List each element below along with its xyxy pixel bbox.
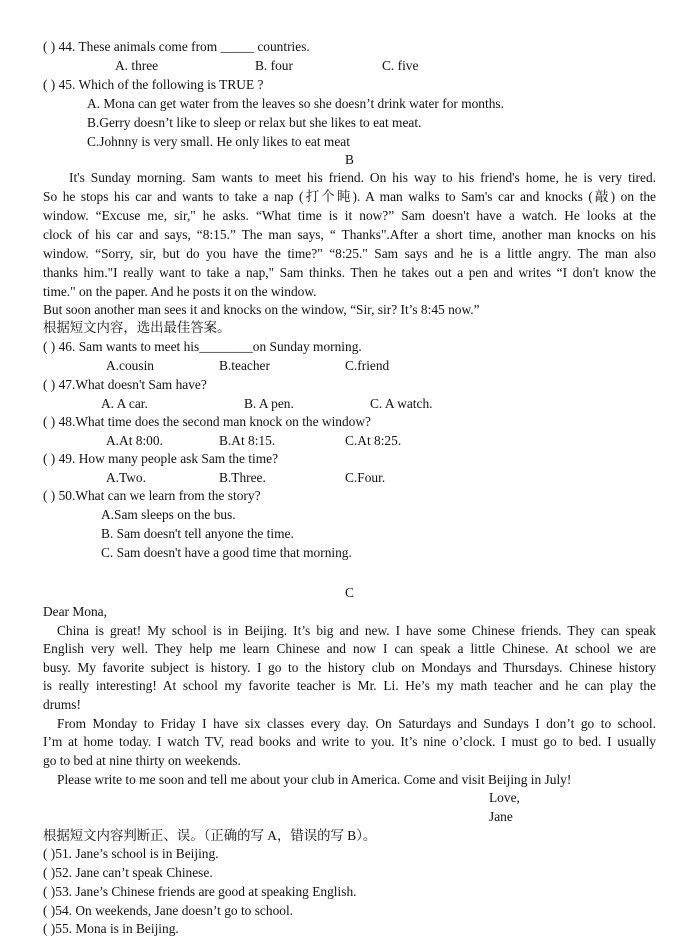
q47-option-a: A. A car. bbox=[101, 396, 148, 411]
q46-option-a: A.cousin bbox=[106, 358, 154, 373]
q48-option-c: C.At 8:25. bbox=[345, 433, 402, 448]
q49-option-b: B.Three. bbox=[219, 470, 266, 485]
statement-55: ( )55. Mona is in Beijing. bbox=[43, 921, 179, 936]
section-c-instruction: 根据短文内容判断正、误。（正确的写 A，错误的写 B）。 bbox=[43, 828, 377, 843]
q46-option-c: C.friend bbox=[345, 358, 390, 373]
q47-option-b: B. A pen. bbox=[244, 396, 294, 411]
q49-option-c: C.Four. bbox=[345, 470, 386, 485]
q45-option-c: C.Johnny is very small. He only likes to eat meat bbox=[87, 134, 350, 149]
section-b-instruction: 根据短文内容，选出最佳答案。 bbox=[43, 320, 231, 335]
statement-53: ( )53. Jane’s Chinese friends are good at speaking English. bbox=[43, 884, 357, 899]
q45-option-b: B.Gerry doesn’t like to sleep or relax but she likes to eat meat. bbox=[87, 115, 422, 130]
q48-option-a: A.At 8:00. bbox=[106, 433, 163, 448]
q44-option-b: B. four bbox=[255, 58, 293, 73]
passage-b-line: window. “Sorry, sir, but do you have the time?" “8:25." Sam says and he is a little angry. The man also bbox=[43, 246, 656, 261]
q49-option-a: A.Two. bbox=[106, 470, 146, 485]
question-49: ( ) 49. How many people ask Sam the time? bbox=[43, 451, 279, 466]
q50-option-c: C. Sam doesn't have a good time that morning. bbox=[101, 545, 352, 560]
passage-b-line: window. “Excuse me, sir," he asks. “What time is it now?” Sam doesn't have a watch. He looks at the bbox=[43, 208, 656, 223]
q44-option-c: C. five bbox=[382, 58, 419, 73]
letter-line: busy. My favorite subject is history. I go to the history club on Mondays and Thursdays. Chinese history bbox=[43, 660, 656, 675]
passage-b-line: clock of his car and says, “8:15.” The man says, “ Thanks".After a short time, another man knocks on his bbox=[43, 227, 656, 242]
question-50: ( ) 50.What can we learn from the story? bbox=[43, 488, 261, 503]
question-44: ( ) 44. These animals come from _____ countries. bbox=[43, 39, 310, 54]
statement-51: ( )51. Jane’s school is in Beijing. bbox=[43, 846, 219, 861]
q47-option-c: C. A watch. bbox=[370, 396, 433, 411]
letter-line: China is great! My school is in Beijing. It’s big and new. I have some Chinese friends. They can speak bbox=[57, 623, 656, 638]
letter-line: Please write to me soon and tell me about your club in America. Come and visit Beijing in July! bbox=[57, 772, 572, 787]
letter-line: go to bed at nine thirty on weekends. bbox=[43, 753, 241, 768]
passage-b-line: time." on the paper. And he posts it on the window. bbox=[43, 284, 317, 299]
letter-line: drums! bbox=[43, 697, 81, 712]
q46-option-b: B.teacher bbox=[219, 358, 270, 373]
statement-54: ( )54. On weekends, Jane doesn’t go to school. bbox=[43, 903, 294, 918]
passage-b-line: So he stops his car and wants to take a nap (打个盹). A man walks to Sam's car and knocks (敲) on the bbox=[43, 189, 656, 204]
letter-greeting: Dear Mona, bbox=[43, 604, 107, 619]
letter-signature: Jane bbox=[489, 809, 513, 824]
passage-b-line: It's Sunday morning. Sam wants to meet his friend. On his way to his friend's home, he is very tired. bbox=[69, 170, 656, 185]
question-48: ( ) 48.What time does the second man knock on the window? bbox=[43, 414, 371, 429]
question-46: ( ) 46. Sam wants to meet his________on Sunday morning. bbox=[43, 339, 362, 354]
letter-line: From Monday to Friday I have six classes every day. On Saturdays and Sundays I don’t go to school. bbox=[57, 716, 656, 731]
question-47: ( ) 47.What doesn't Sam have? bbox=[43, 377, 207, 392]
letter-line: English very well. They help me learn Chinese and now I can speak a little Chinese. At school we are bbox=[43, 641, 656, 656]
q50-option-a: A.Sam sleeps on the bus. bbox=[101, 507, 236, 522]
letter-closing: Love, bbox=[489, 790, 520, 805]
letter-line: is really interesting! At school my favorite teacher is Mr. Li. He’s my math teacher and he can play the bbox=[43, 678, 656, 693]
passage-b-line: thanks him."I really want to take a nap," Sam thinks. Then he takes out a pen and writes “I don't know the bbox=[43, 265, 656, 280]
question-45: ( ) 45. Which of the following is TRUE ? bbox=[43, 77, 264, 92]
statement-52: ( )52. Jane can’t speak Chinese. bbox=[43, 865, 213, 880]
section-c-heading: C bbox=[345, 585, 354, 600]
letter-line: I’m at home today. I watch TV, read books and write to you. It’s nine o’clock. I must go to bed. I usually bbox=[43, 734, 656, 749]
q45-option-a: A. Mona can get water from the leaves so she doesn’t drink water for months. bbox=[87, 96, 504, 111]
passage-b-line: But soon another man sees it and knocks on the window, “Sir, sir? It’s 8:45 now.” bbox=[43, 302, 480, 317]
section-b-heading: B bbox=[345, 152, 354, 167]
q44-option-a: A. three bbox=[115, 58, 159, 73]
q50-option-b: B. Sam doesn't tell anyone the time. bbox=[101, 526, 294, 541]
q48-option-b: B.At 8:15. bbox=[219, 433, 276, 448]
